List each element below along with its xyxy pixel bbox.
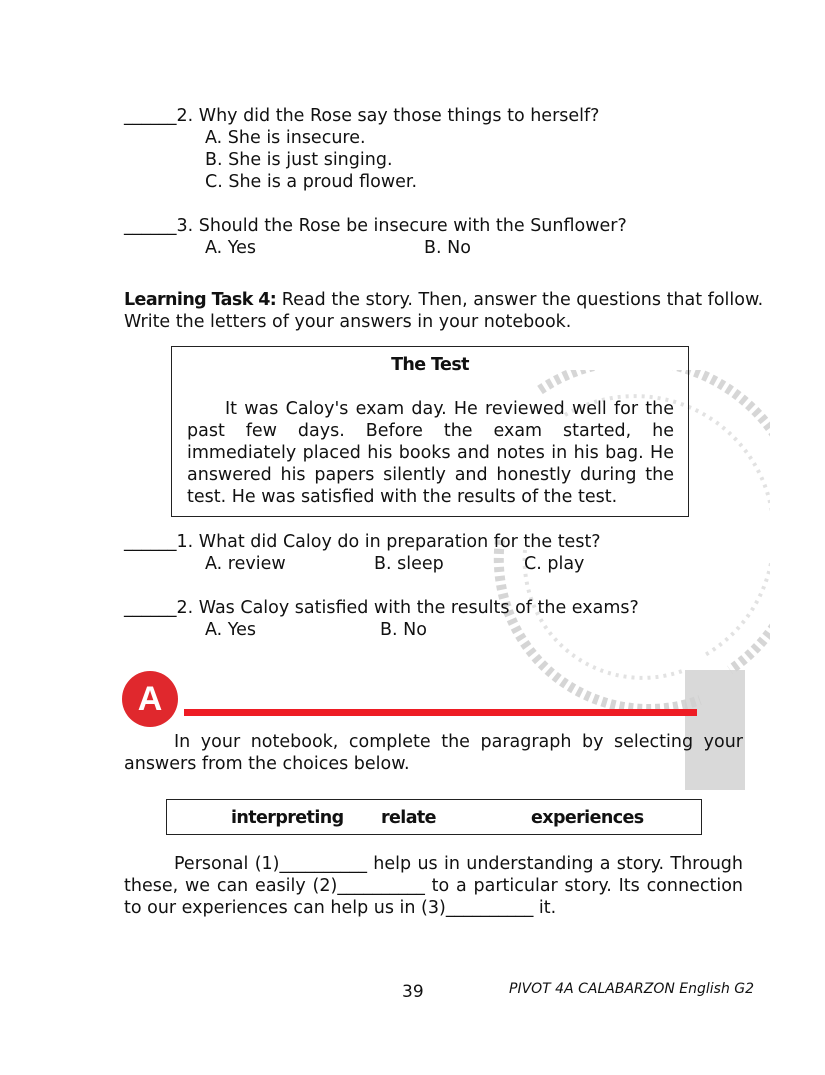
option-a: A. Yes [205,238,257,258]
answer-blank[interactable]: ______ [124,598,177,618]
page-number: 39 [402,982,424,1002]
question-text: 1. What did Caloy do in preparation for the test? [176,532,601,552]
option-a: A. Yes [205,620,257,640]
option-c: C. She is a proud flower. [205,172,418,192]
choice-word: interpreting [231,808,344,828]
question-3 [124,215,627,237]
answer-blank[interactable]: ______ [124,216,177,236]
question-text: 2. Was Caloy satisfied with the results of the exams? [176,598,639,618]
option-b: B. She is just singing. [205,150,393,170]
question-text: 3. Should the Rose be insecure with the Sunflower? [176,216,627,236]
choice-word: experiences [531,808,644,828]
section-a-instruction: In your notebook, complete the paragraph by selecting your answers from the choices below. [124,732,743,774]
task4-question-2 [124,597,639,619]
section-a-badge: A [122,671,178,727]
footer-source: PIVOT 4A CALABARZON English G2 [509,981,755,997]
task4-instruction-line2: Write the letters of your answers in your notebook. [124,312,572,332]
word-choices-box [166,799,702,835]
story-title: The Test [391,355,469,375]
option-a: A. She is insecure. [205,128,366,148]
option-b: B. No [424,238,471,258]
story-text: It was Caloy's exam day. He reviewed well for the past few days. Before the exam started, he immediately placed his books and notes in his bag. He answered his papers silently and honestly during the test. He was satisfied with the results of the test. [187,399,674,507]
option-b: B. sleep [374,554,444,574]
task4-label: Learning Task 4: [124,290,277,310]
answer-blank[interactable]: ______ [124,532,177,552]
section-divider [184,709,697,716]
question-text: 2. Why did the Rose say those things to herself? [176,106,600,126]
fill-in-paragraph: Personal (1)__________ help us in understanding a story. Through these, we can easily (2)__________ to a particular story. Its connection to our experiences can help us in (3)__________ it. [124,854,743,918]
story-box [171,346,689,517]
option-a: A. review [205,554,286,574]
answer-blank[interactable]: ______ [124,106,177,126]
question-2 [124,105,599,127]
choice-word: relate [381,808,436,828]
task4-question-1 [124,531,601,553]
task4-instruction [124,289,763,311]
option-c: C. play [524,554,585,574]
task4-instruction-text: Read the story. Then, answer the questions that follow. [276,290,764,310]
option-b: B. No [380,620,427,640]
